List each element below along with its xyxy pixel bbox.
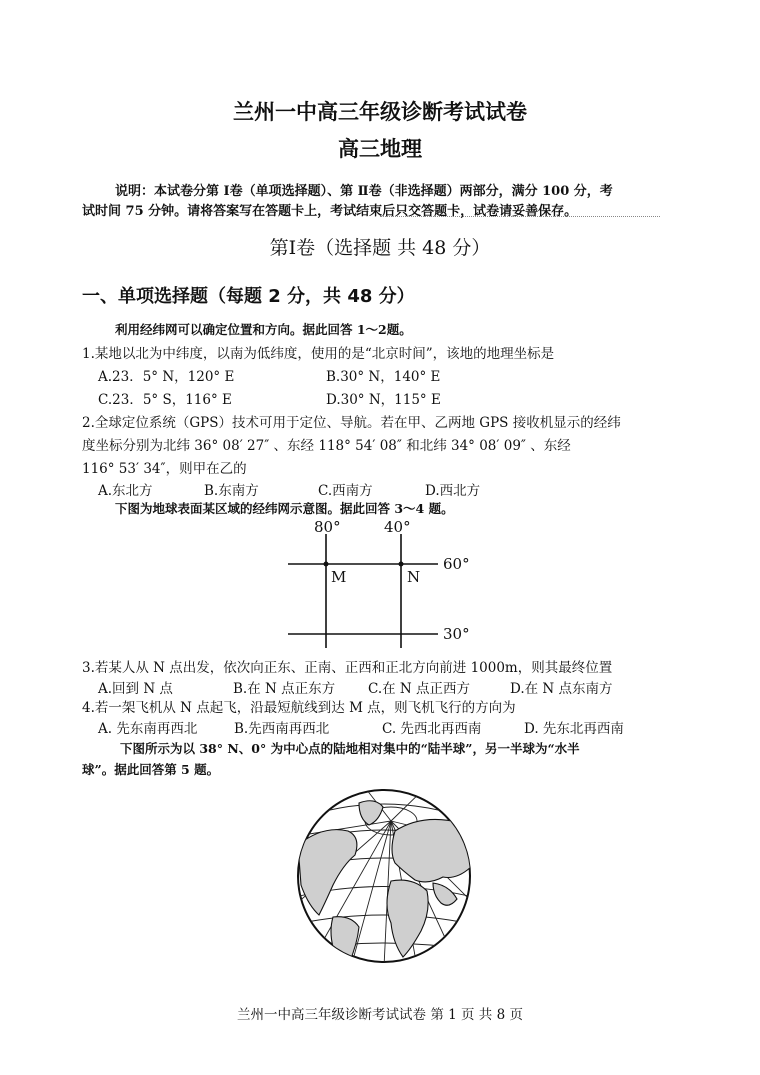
label-lat-60: 60°	[443, 555, 470, 573]
dotted-underline	[380, 216, 660, 217]
q4-option-a: A. 先东南再西北	[98, 721, 198, 737]
page-footer: 兰州一中高三年级诊断考试试卷 第 1 页 共 8 页	[237, 1007, 523, 1023]
q3-stem: 3.若某人从 N 点出发，依次向正东、正南、正西和正北方向前进 1000m，则其最终位置	[82, 660, 613, 676]
q3-option-d: D.在 N 点东南方	[510, 681, 613, 697]
label-lon-80: 80°	[314, 518, 341, 536]
point-n-marker	[399, 562, 404, 567]
q2-line-2: 度坐标分别为北纬 36° 08′ 27″ 、东经 118° 54′ 08″ 和北纬 34° 08′ 09″ 、东经	[82, 438, 571, 454]
q2-option-a: A.东北方	[98, 483, 153, 499]
lat-lon-grid-figure	[280, 512, 500, 652]
label-lon-40: 40°	[384, 518, 411, 536]
q4-option-c: C. 先西北再西南	[382, 721, 482, 737]
point-m-marker	[324, 562, 329, 567]
q4-option-b: B.先西南再西北	[234, 721, 330, 737]
q1-option-d: D.30° N，115° E	[326, 392, 441, 408]
instructions-line-2: 试时间 75 分钟。请将答案写在答题卡上，考试结束后只交答题卡，试卷请妥善保存。	[82, 204, 578, 219]
section-title: 第Ⅰ卷（选择题 共 48 分）	[269, 237, 491, 259]
q1-stem: 1.某地以北为中纬度，以南为低纬度，使用的是“北京时间”，该地的地理坐标是	[82, 346, 555, 362]
exam-title: 兰州一中高三年级诊断考试试卷	[233, 100, 527, 124]
intro-q5-line-2: 球”。据此回答第 5 题。	[82, 762, 220, 777]
q1-option-c: C.23．5° S，116° E	[98, 392, 232, 408]
q3-option-a: A.回到 N 点	[98, 681, 173, 697]
label-point-m: M	[331, 568, 347, 586]
q2-option-c: C.西南方	[318, 483, 373, 499]
q2-line-1: 2.全球定位系统（GPS）技术可用于定位、导航。若在甲、乙两地 GPS 接收机显示的经纬	[82, 415, 621, 431]
q4-option-d: D. 先东北再西南	[524, 721, 624, 737]
q4-stem: 4.若一架飞机从 N 点起飞，沿最短航线到达 M 点，则飞机飞行的方向为	[82, 700, 516, 716]
q3-option-c: C.在 N 点正西方	[368, 681, 471, 697]
q2-option-b: B.东南方	[204, 483, 259, 499]
q1-option-b: B.30° N，140° E	[326, 369, 441, 385]
q3-option-b: B.在 N 点正东方	[233, 681, 336, 697]
exam-subtitle: 高三地理	[338, 137, 422, 161]
instructions-line-1: 说明：本试卷分第 Ⅰ卷（单项选择题）、第 Ⅱ卷（非选择题）两部分，满分 100 分，考	[115, 184, 613, 199]
label-lat-30: 30°	[443, 625, 470, 643]
part-heading: 一、单项选择题（每题 2 分，共 48 分）	[82, 286, 415, 307]
intro-q3-4: 下图为地球表面某区域的经纬网示意图。据此回答 3～4 题。	[115, 501, 454, 516]
label-point-n: N	[407, 568, 421, 586]
intro-q5-line-1: 下图所示为以 38° N、0° 为中心点的陆地相对集中的“陆半球”，另一半球为“水半	[120, 741, 580, 756]
land-hemisphere-globe-figure	[293, 785, 475, 967]
intro-q1-2: 利用经纬网可以确定位置和方向。据此回答 1～2题。	[115, 322, 412, 337]
q2-line-3: 116° 53′ 34″，则甲在乙的	[82, 461, 247, 477]
q2-option-d: D.西北方	[425, 483, 481, 499]
q1-option-a: A.23．5° N，120° E	[98, 369, 235, 385]
